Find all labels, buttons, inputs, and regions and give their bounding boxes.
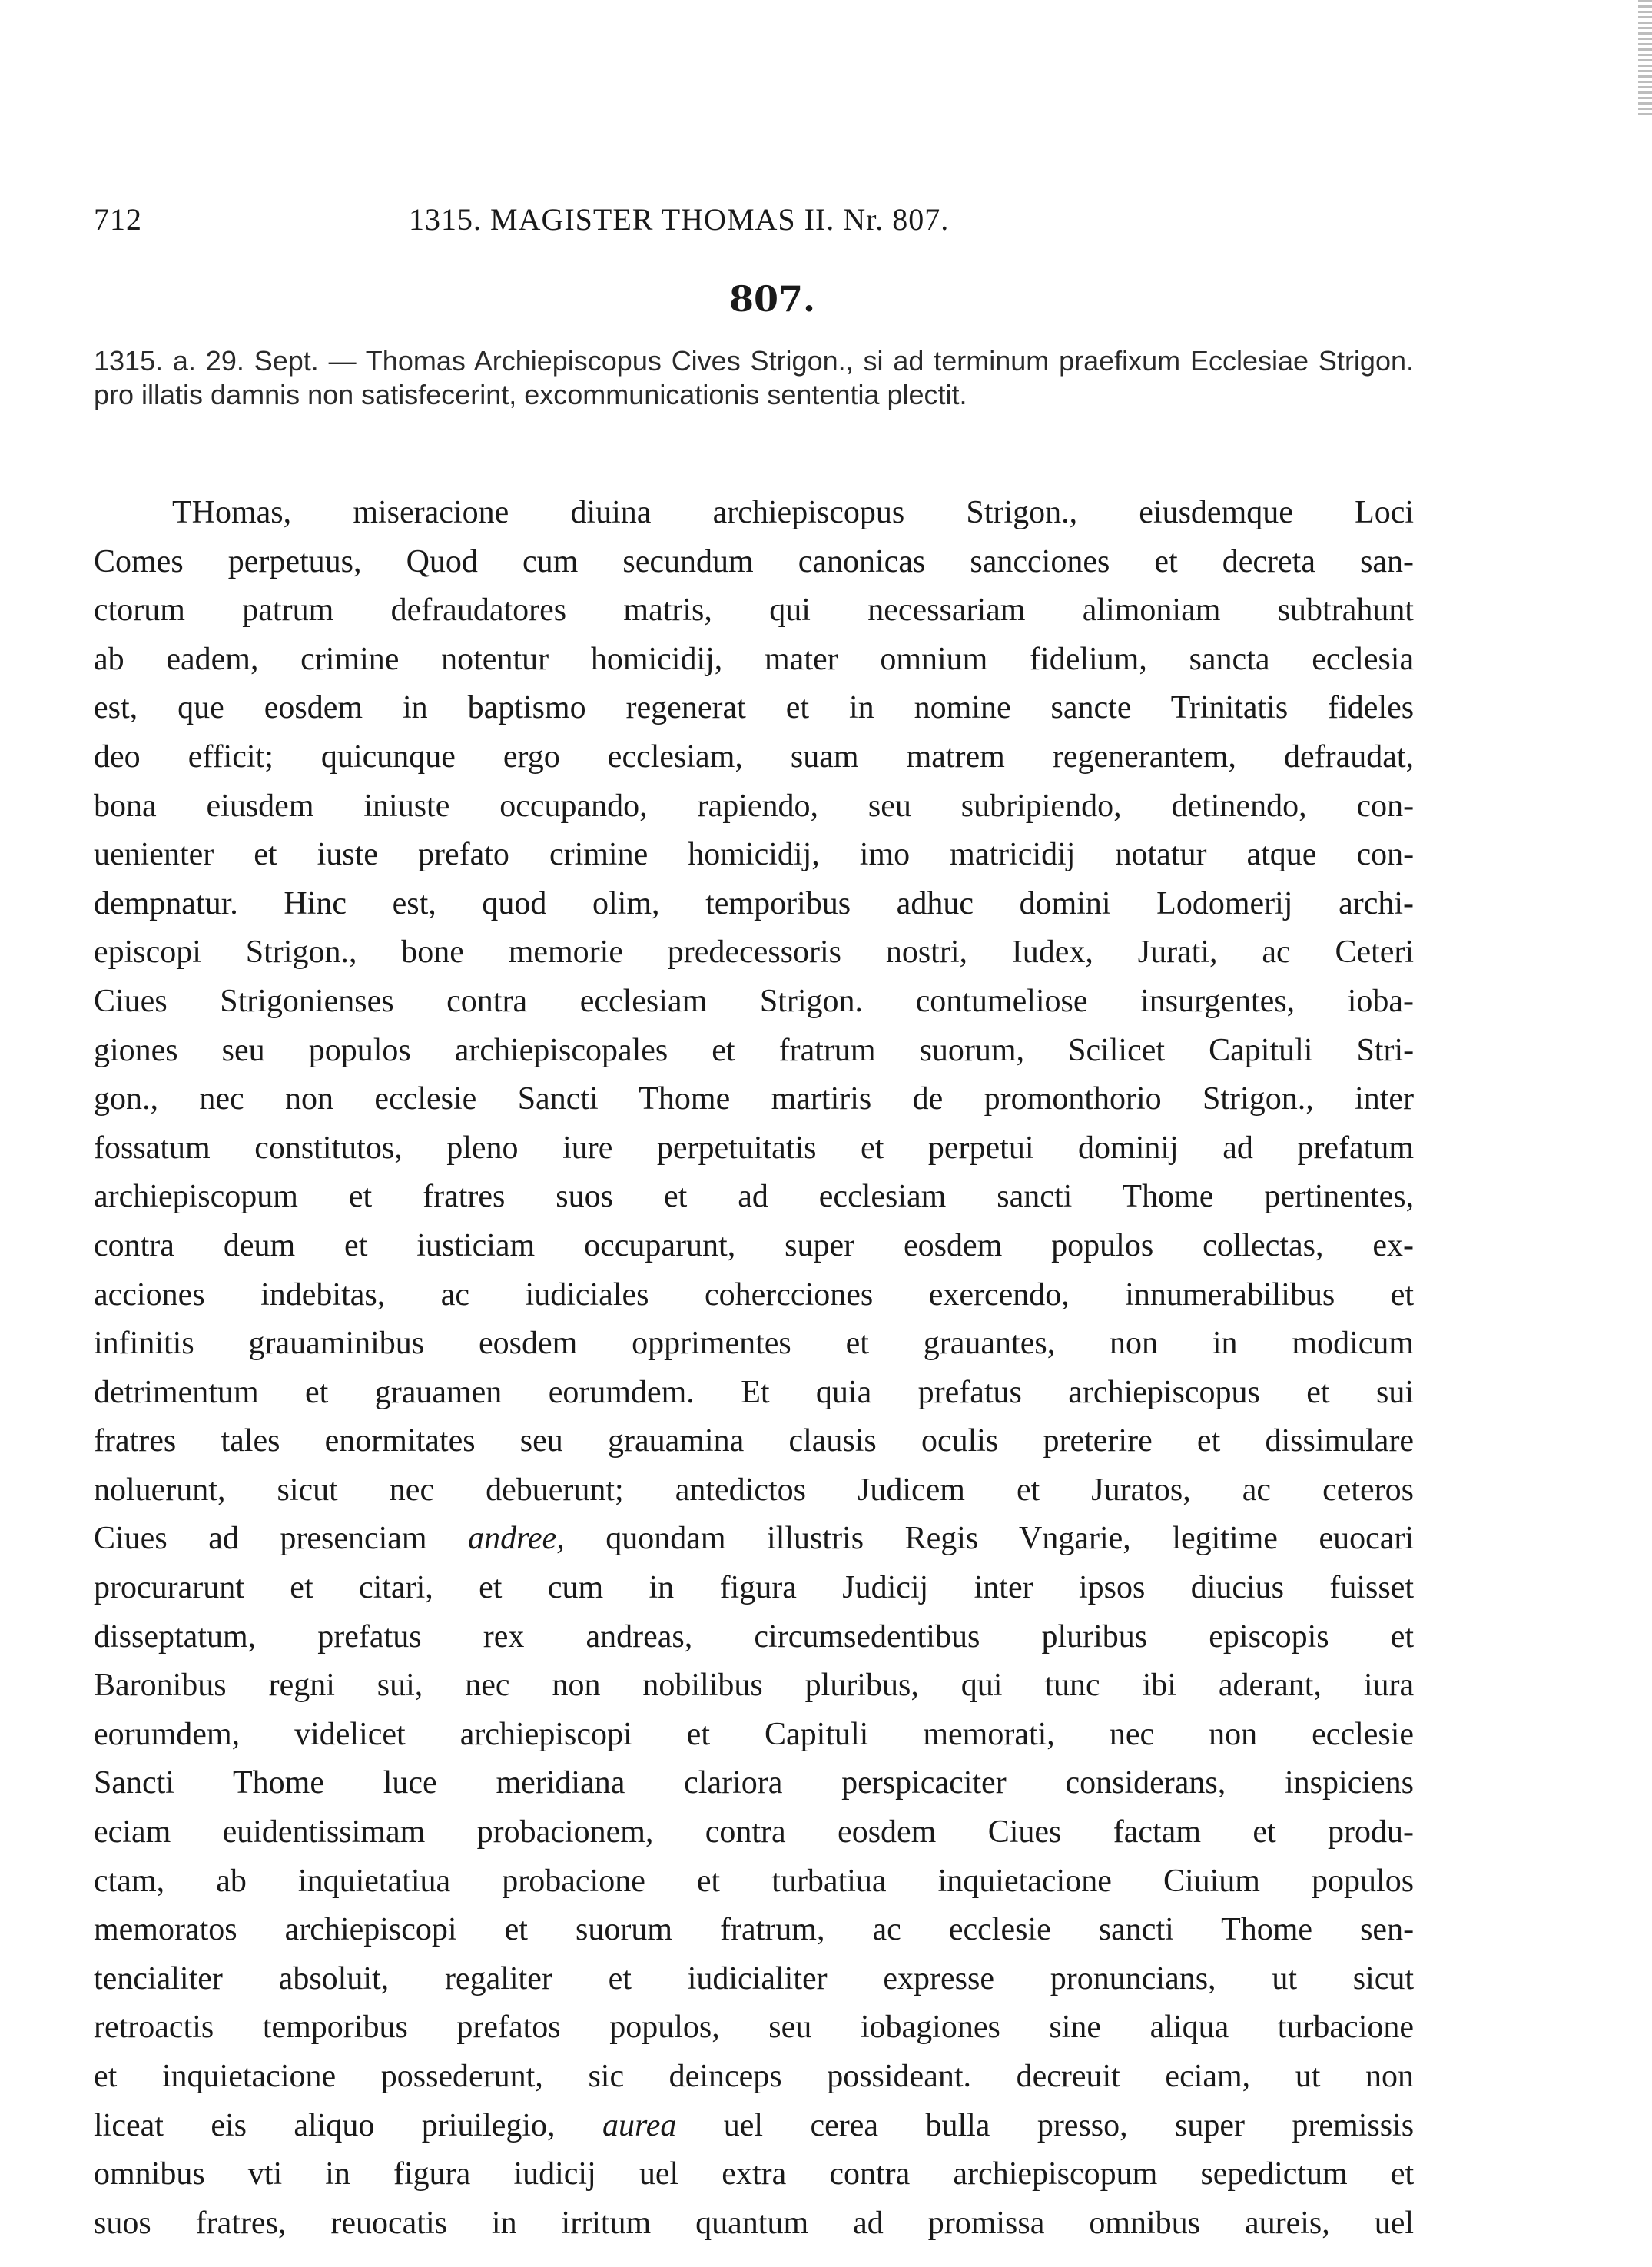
- page-number: 712: [94, 202, 142, 237]
- text-line: Baronibus regni sui, nec non nobilibus pluribus, qui tunc ibi aderant, iura: [94, 1668, 1415, 1704]
- text-line: Ciues ad presenciam andree, quondam illustris Regis Vngarie, legitime euocari: [94, 1521, 1415, 1557]
- text-line: archiepiscopum et fratres suos et ad ecclesiam sancti Thome pertinentes,: [94, 1179, 1415, 1215]
- text-line: et inquietacione possederunt, sic deinceps possideant. decreuit eciam, ut non: [94, 2059, 1415, 2094]
- text-line: ctam, ab inquietatiua probacione et turbatiua inquietacione Ciuium populos: [94, 1863, 1415, 1899]
- document-number: 807.: [728, 278, 816, 320]
- text-line: ctorum patrum defraudatores matris, qui necessariam alimoniam subtrahunt: [94, 592, 1415, 629]
- text-line: omnibus vti in figura iudicij uel extra contra archiepiscopum sepedictum et: [94, 2156, 1415, 2192]
- text-line: disseptatum, prefatus rex andreas, circumsedentibus pluribus episcopis et: [94, 1618, 1415, 1655]
- running-title: 1315. MAGISTER THOMAS II. Nr. 807.: [409, 202, 950, 237]
- charter-text: [94, 489, 1414, 2248]
- text-line: est, que eosdem in baptismo regenerat et in nomine sancte Trinitatis fideles: [94, 690, 1415, 726]
- text-line: bona eiusdem iniuste occupando, rapiendo, seu subripiendo, detinendo, con-: [94, 788, 1415, 824]
- text-line: THomas, miseracione diuina archiepiscopus Strigon., eiusdemque Loci: [172, 495, 1415, 530]
- text-line: eciam euidentissimam probacionem, contra eosdem Ciues factam et produ-: [94, 1814, 1414, 1850]
- text-line: acciones indebitas, ac iudiciales cohercciones exercendo, innumerabilibus et: [94, 1276, 1415, 1313]
- text-line: detrimentum et grauamen eorumdem. Et quia prefatus archiepiscopus et sui: [94, 1374, 1414, 1410]
- text-line: Sancti Thome luce meridiana clariora perspicaciter considerans, inspiciens: [94, 1765, 1414, 1801]
- page-header: [94, 201, 1093, 247]
- text-line: giones seu populos archiepiscopales et fratrum suorum, Scilicet Capituli Stri-: [94, 1032, 1415, 1068]
- text-line: deo efficit; quicunque ergo ecclesiam, suam matrem regenerantem, defraudat,: [94, 739, 1415, 775]
- regest-summary: 1315. a. 29. Sept. — Thomas Archiepiscopus Cives Strigon., si ad terminum praefixum Ecclesiae Strigon. pro illatis damnis non satisfecerint, excommunicationis sententia plectit.: [94, 345, 1414, 410]
- text-line: contra deum et iusticiam occuparunt, super eosdem populos collectas, ex-: [94, 1227, 1415, 1263]
- text-line: dempnatur. Hinc est, quod olim, temporibus adhuc domini Lodomerij archi-: [94, 885, 1414, 921]
- text-line: fratres tales enormitates seu grauamina clausis oculis preterire et dissimulare: [94, 1423, 1415, 1459]
- text-line: tencialiter absoluit, regaliter et iudicialiter expresse pronuncians, ut sicut: [94, 1960, 1415, 1996]
- text-line: noluerunt, sicut nec debuerunt; antedictos Judicem et Juratos, ac ceteros: [94, 1472, 1414, 1508]
- text-line: memoratos archiepiscopi et suorum fratrum, ac ecclesie sancti Thome sen-: [94, 1912, 1415, 1948]
- text-line: eorumdem, videlicet archiepiscopi et Capituli memorati, nec non ecclesie: [94, 1716, 1415, 1752]
- text-line: infinitis grauaminibus eosdem opprimentes et grauantes, non in modicum: [94, 1326, 1415, 1362]
- text-line: Comes perpetuus, Quod cum secundum canonicas sancciones et decreta san-: [94, 543, 1415, 579]
- text-line: ab eadem, crimine notentur homicidij, mater omnium fidelium, sancta ecclesia: [94, 641, 1415, 677]
- scan-edge-mark: [1638, 0, 1652, 115]
- text-line: Ciues Strigonienses contra ecclesiam Strigon. contumeliose insurgentes, ioba-: [94, 983, 1415, 1019]
- text-line: liceat eis aliquo priuilegio, aurea uel cerea bulla presso, super premissis: [94, 2107, 1415, 2143]
- text-line: suos fratres, reuocatis in irritum quantum ad promissa omnibus aureis, uel: [94, 2205, 1415, 2241]
- text-line: episcopi Strigon., bone memorie predecessoris nostri, Iudex, Jurati, ac Ceteri: [94, 934, 1415, 971]
- text-line: retroactis temporibus prefatos populos, seu iobagiones sine aliqua turbacione: [94, 2010, 1415, 2046]
- text-line: uenienter et iuste prefato crimine homicidij, imo matricidij notatur atque con-: [94, 837, 1415, 873]
- text-line: procurarunt et citari, et cum in figura Judicij inter ipsos diucius fuisset: [94, 1570, 1415, 1606]
- text-line: gon., nec non ecclesie Sancti Thome martiris de promonthorio Strigon., inter: [94, 1081, 1415, 1117]
- text-line: fossatum constitutos, pleno iure perpetuitatis et perpetui dominij ad prefatum: [94, 1130, 1415, 1166]
